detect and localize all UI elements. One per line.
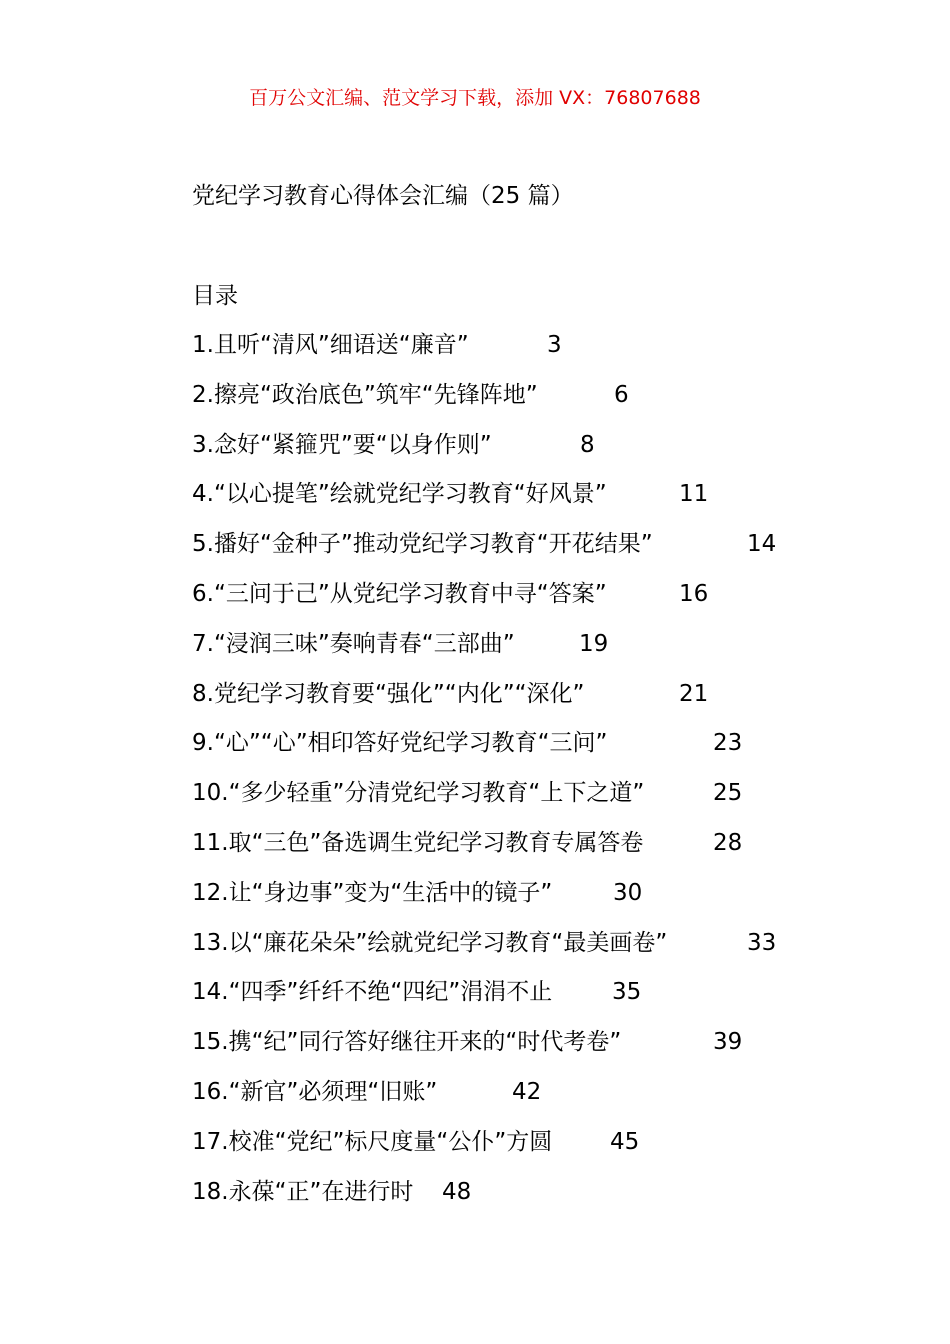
- toc-item-title: 9.“心”“心”相印答好党纪学习教育“三问”: [192, 730, 608, 757]
- toc-item-title: 7.“浸润三味”奏响青春“三部曲”: [192, 630, 515, 657]
- toc-item-page: 30: [613, 879, 643, 906]
- toc-item-page: 42: [512, 1078, 542, 1105]
- toc-item-page: 35: [612, 979, 642, 1006]
- toc-item-title: 18.永葆“正”在进行时: [192, 1178, 414, 1205]
- toc-item[interactable]: [192, 1026, 892, 1076]
- toc-item[interactable]: [192, 777, 892, 827]
- toc-item-page: 3: [547, 332, 562, 358]
- document-title: 党纪学习教育心得体会汇编（25 篇）: [192, 183, 574, 209]
- toc-item-title: 16.“新官”必须理“旧账”: [192, 1078, 438, 1105]
- toc-item-title: 11.取“三色”备选调生党纪学习教育专属答卷: [192, 829, 644, 856]
- toc-item[interactable]: [192, 976, 892, 1026]
- toc-item-page: 45: [610, 1128, 640, 1155]
- toc-item-title: 4.“以心提笔”绘就党纪学习教育“好风景”: [192, 481, 607, 508]
- toc-item[interactable]: [192, 578, 892, 628]
- toc-item-page: 11: [679, 481, 709, 508]
- toc-item-title: 10.“多少轻重”分清党纪学习教育“上下之道”: [192, 780, 645, 807]
- toc-item-title: 14.“四季”纤纤不绝“四纪”涓涓不止: [192, 979, 553, 1006]
- toc-item[interactable]: [192, 1126, 892, 1176]
- toc-item[interactable]: [192, 379, 892, 429]
- toc-item-title: 3.念好“紧箍咒”要“以身作则”: [192, 431, 492, 458]
- toc-item-page: 21: [679, 680, 709, 707]
- toc-item[interactable]: [192, 727, 892, 777]
- toc-item-page: 39: [713, 1029, 743, 1056]
- toc-item[interactable]: [192, 628, 892, 678]
- toc-item[interactable]: [192, 1176, 892, 1226]
- toc-item[interactable]: [192, 429, 892, 479]
- toc-item-title: 15.携“纪”同行答好继往开来的“时代考卷”: [192, 1029, 622, 1056]
- toc-item[interactable]: [192, 329, 892, 379]
- toc-item-page: 6: [614, 381, 629, 408]
- toc-item-title: 1.且听“清风”细语送“廉音”: [192, 332, 469, 358]
- toc-item[interactable]: [192, 1076, 892, 1126]
- toc-item-page: 48: [442, 1178, 472, 1205]
- toc-item[interactable]: [192, 877, 892, 927]
- toc-item[interactable]: [192, 927, 892, 977]
- toc-item-title: 17.校准“党纪”标尺度量“公仆”方圆: [192, 1128, 553, 1155]
- toc-item[interactable]: [192, 528, 892, 578]
- toc-item-page: 28: [713, 829, 743, 856]
- toc-heading: 目录: [192, 283, 238, 309]
- toc-item-page: 16: [679, 580, 709, 607]
- table-of-contents: [192, 329, 892, 1225]
- toc-item-title: 8.党纪学习教育要“强化”“内化”“深化”: [192, 680, 585, 707]
- toc-item-page: 19: [579, 630, 609, 657]
- toc-item-title: 13.以“廉花朵朵”绘就党纪学习教育“最美画卷”: [192, 929, 668, 956]
- toc-item-title: 12.让“身边事”变为“生活中的镜子”: [192, 879, 553, 906]
- toc-item-title: 2.擦亮“政治底色”筑牢“先锋阵地”: [192, 381, 538, 408]
- toc-item-page: 25: [713, 780, 743, 807]
- toc-item[interactable]: [192, 827, 892, 877]
- toc-item-page: 14: [747, 531, 777, 558]
- toc-item-title: 5.播好“金种子”推动党纪学习教育“开花结果”: [192, 531, 653, 558]
- toc-item-title: 6.“三问于己”从党纪学习教育中寻“答案”: [192, 580, 607, 607]
- header-note: 百万公文汇编、范文学习下载，添加 VX：76807688: [249, 87, 701, 109]
- toc-item[interactable]: [192, 478, 892, 528]
- toc-item[interactable]: [192, 678, 892, 728]
- toc-item-page: 33: [747, 929, 777, 956]
- toc-item-page: 23: [713, 730, 743, 757]
- toc-item-page: 8: [580, 431, 595, 458]
